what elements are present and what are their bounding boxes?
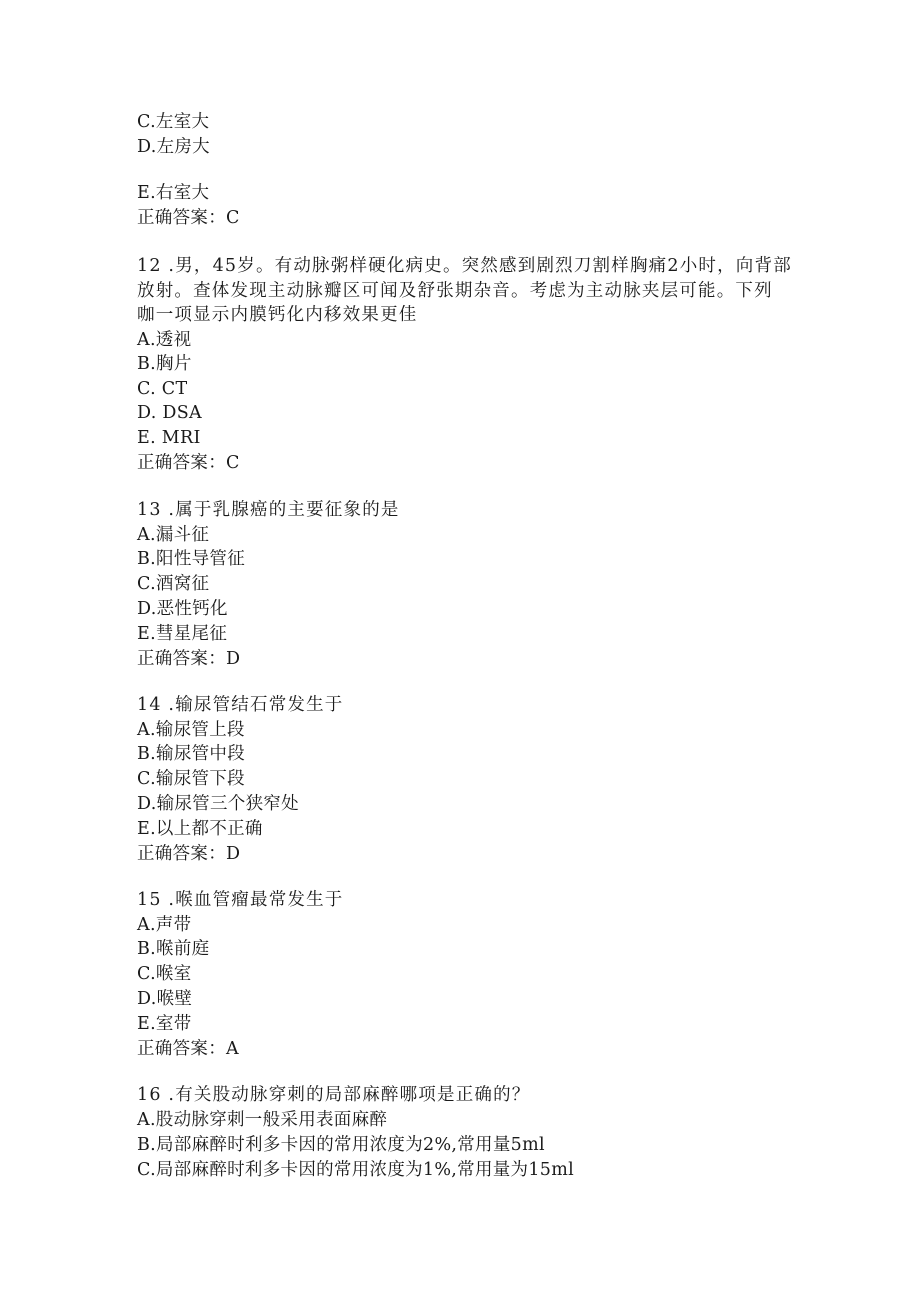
option-line: E.室带	[137, 1014, 192, 1034]
option-line: B.局部麻醉时利多卡因的常用浓度为2%,常用量5ml	[137, 1135, 545, 1155]
option-line: D.恶性钙化	[137, 599, 228, 619]
option-line: D.输尿管三个狭窄处	[137, 794, 299, 814]
question-16-text: 16 .有关股动脉穿刺的局部麻醉哪项是正确的？	[137, 1085, 531, 1105]
option-line: B.喉前庭	[137, 939, 210, 959]
option-line: D. DSA	[137, 403, 202, 423]
option-line: E.右室大	[137, 183, 210, 203]
answer-line: 正确答案：A	[137, 1039, 239, 1059]
option-line: C. CT	[137, 379, 188, 399]
question-15-text: 15 .喉血管瘤最常发生于	[137, 890, 344, 910]
option-line: D.左房大	[137, 137, 210, 157]
question-13-text: 13 .属于乳腺癌的主要征象的是	[137, 500, 400, 520]
question-14-text: 14 .输尿管结石常发生于	[137, 695, 344, 715]
option-line: E.以上都不正确	[137, 819, 263, 839]
option-line: A.股动脉穿刺一般采用表面麻醉	[137, 1110, 388, 1130]
question-12-text: 咖一项显示内膜钙化内移效果更佳	[137, 305, 418, 325]
option-line: B.胸片	[137, 354, 192, 374]
option-line: E. MRI	[137, 428, 201, 448]
option-line: C.局部麻醉时利多卡因的常用浓度为1%,常用量为15ml	[137, 1160, 575, 1180]
answer-line: 正确答案：D	[137, 649, 241, 669]
option-line: C.酒窝征	[137, 574, 210, 594]
option-line: E.彗星尾征	[137, 624, 228, 644]
option-line: B.阳性导管征	[137, 549, 246, 569]
option-line: B.输尿管中段	[137, 744, 246, 764]
question-12-text: 放射。查体发现主动脉瓣区可闻及舒张期杂音。考虑为主动脉夹层可能。下列	[137, 281, 773, 301]
option-line: C.喉室	[137, 964, 192, 984]
option-line: C.左室大	[137, 112, 210, 132]
question-12-text: 12 .男，45岁。有动脉粥样硬化病史。突然感到剧烈刀割样胸痛2小时，向背部	[137, 256, 792, 276]
answer-line: 正确答案：C	[137, 453, 240, 473]
option-line: A.输尿管上段	[137, 720, 245, 740]
answer-line: 正确答案：C	[137, 208, 240, 228]
answer-line: 正确答案：D	[137, 844, 241, 864]
option-line: A.漏斗征	[137, 525, 210, 545]
option-line: C.输尿管下段	[137, 769, 245, 789]
option-line: A.声带	[137, 915, 192, 935]
option-line: A.透视	[137, 330, 192, 350]
option-line: D.喉壁	[137, 989, 193, 1009]
